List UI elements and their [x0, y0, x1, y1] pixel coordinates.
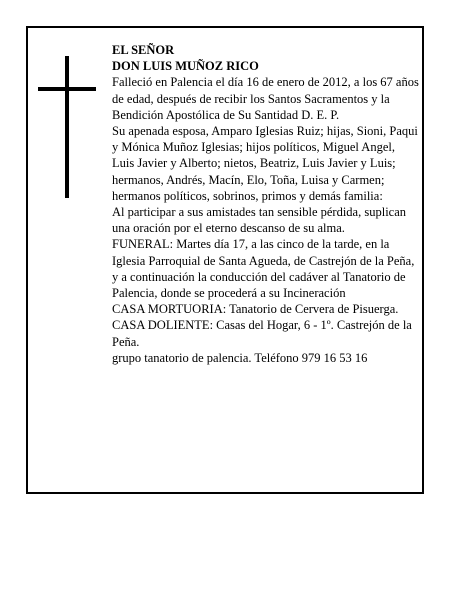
title-line-1: EL SEÑOR [112, 43, 175, 57]
casa-doliente: CASA DOLIENTE: Casas del Hogar, 6 - 1º. Castrejón de la Peña. [112, 318, 412, 349]
funeral-details: FUNERAL: Martes día 17, a las cinco de la tarde, en la Iglesia Parroquial de Santa Agueda, de Castrejón de la Peña, y a continuación la conducción del cadáver al Tanatorio de Palencia, donde se procederá a su Incineración [112, 237, 415, 301]
cross-vertical-bar [65, 56, 69, 198]
family-list: Su apenada esposa, Amparo Iglesias Ruiz; hijas, Sioni, Paqui y Mónica Muñoz Iglesias; hijos políticos, Miguel Angel, Luis Javier y Alberto; nietos, Beatriz, Luis Javier y Luis; hermanos, Andrés, Macín, Elo, Toña, Luisa y Carmen; hermanos políticos, sobrinos, primos y demás familia: [112, 124, 418, 203]
deceased-name: DON LUIS MUÑOZ RICO [112, 59, 259, 74]
latin-cross-icon [38, 56, 96, 198]
death-announcement: Falleció en Palencia el día 16 de enero de 2012, a los 67 años de edad, después de recibir los Santos Sacramentos y la Bendición Apostólica de Su Santidad D. E. P. [112, 75, 419, 122]
obituary-notice [26, 26, 424, 494]
cross-horizontal-bar [38, 87, 96, 91]
funeral-home-contact: grupo tanatorio de palencia. Teléfono 979 16 53 16 [112, 350, 368, 365]
prayer-request: Al participar a sus amistades tan sensible pérdida, suplican una oración por el eterno descanso de su alma. [112, 205, 407, 236]
casa-mortuoria: CASA MORTUORIA: Tanatorio de Cervera de Pisuerga. [112, 302, 399, 317]
notice-text [112, 42, 420, 366]
